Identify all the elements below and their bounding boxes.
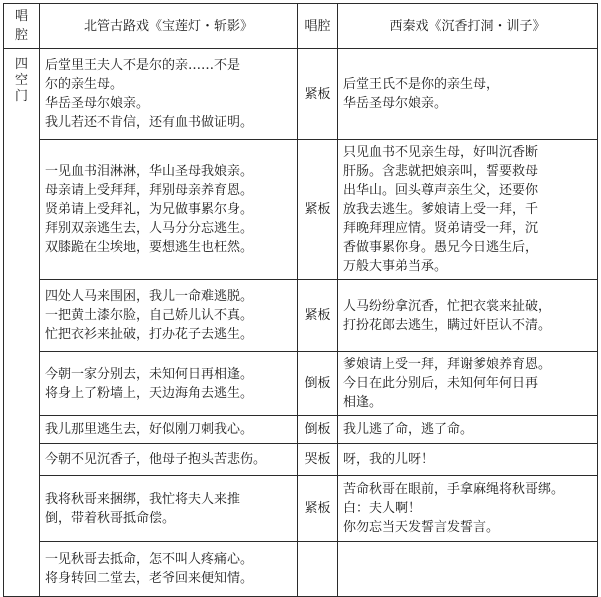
lyric-line: 肝肠。含悲就把娘亲叫，誓要救母 — [343, 164, 539, 179]
west-lyrics-cell — [338, 280, 598, 352]
lyric-line: 尔的亲生母。 — [45, 77, 124, 92]
lyric-line: 苦命秋哥在眼前，手拿麻绳将秋哥绑。 — [343, 482, 565, 497]
lyric-line: 万般大事弟当承。 — [343, 259, 448, 274]
tune-cell: 紧板 — [298, 49, 338, 140]
tune-cell: 紧板 — [298, 476, 338, 542]
lyric-line: 出华山。回头尊声亲生父，还要你 — [343, 183, 539, 198]
section-label: 四空门 — [14, 57, 28, 104]
lyric-line: 双膝跪在尘埃地，要想逃生也枉然。 — [45, 240, 254, 255]
table-row — [4, 352, 598, 416]
lyric-line: 放我去逃生。爹娘请上受一拜，千 — [343, 202, 539, 217]
lyric-line: 倒，带着秋哥抵命偿。 — [45, 510, 176, 526]
lyric-line: 相逢。 — [343, 395, 383, 410]
lyric-line: 人马纷纷拿沉香，忙把衣裳来扯破， — [343, 298, 552, 314]
lyric-line: 今日在此分别后，未知何年何日再 — [343, 376, 539, 391]
lyric-line: 白：夫人啊！ — [343, 501, 422, 516]
lyric-line: 我儿若还不肯信，还有血书做证明。 — [45, 115, 254, 130]
north-lyrics-cell — [40, 280, 298, 352]
lyric-line: 将身转回二堂去，老爷回来便知情。 — [45, 571, 254, 586]
table-row — [4, 416, 598, 444]
lyric-line: 呀，我的儿呀！ — [343, 452, 435, 467]
west-lyrics-cell — [338, 444, 598, 476]
tune-cell — [298, 542, 338, 597]
lyric-line: 一见血书泪淋淋，华山圣母我娘亲。 — [45, 164, 254, 179]
lyric-line: 香做事累你身。愚兄今日逃生后， — [343, 240, 539, 255]
header-tune: 唱腔 — [298, 4, 338, 49]
header-row — [4, 4, 598, 49]
header-section: 唱腔 — [4, 4, 40, 49]
lyric-line: 拜别双亲逃生去，人马分分忘逃生。 — [45, 221, 254, 236]
west-lyrics-cell — [338, 49, 598, 140]
table-row — [4, 542, 598, 597]
lyric-line: 母亲请上受拜拜，拜别母亲养育恩。 — [45, 183, 254, 198]
west-lyrics-cell — [338, 476, 598, 542]
lyric-line: 拜晚拜理应情。贤弟请受一拜，沉 — [343, 221, 539, 236]
north-lyrics-cell — [40, 49, 298, 140]
lyric-line: 将身上了粉墙上，天边海角去逃生。 — [45, 385, 254, 401]
comparison-table — [3, 3, 598, 597]
lyric-line: 打扮花郎去逃生，瞒过奸臣认不清。 — [343, 317, 552, 333]
section-cell — [4, 49, 40, 597]
header-north-opera: 北管古路戏《宝莲灯・斩影》 — [40, 4, 298, 49]
lyric-line: 你勿忘当天发誓言发誓言。 — [343, 520, 500, 535]
lyric-line: 华岳圣母尔娘亲。 — [343, 96, 448, 111]
lyric-line: 一把黄土漆尔脸，自己娇儿认不真。 — [45, 308, 254, 323]
west-lyrics-cell — [338, 352, 598, 416]
tune-cell: 倒板 — [298, 352, 338, 416]
lyric-line: 我儿那里逃生去，好似刚刀刺我心。 — [45, 422, 254, 437]
header-west-opera: 西秦戏《沉香打洞・训子》 — [338, 4, 598, 49]
north-lyrics-cell — [40, 352, 298, 416]
west-lyrics-cell — [338, 140, 598, 280]
lyric-line: 只见血书不见亲生母，好叫沉香断 — [343, 145, 539, 160]
tune-cell: 紧板 — [298, 280, 338, 352]
tune-cell: 哭板 — [298, 444, 338, 476]
north-lyrics-cell — [40, 444, 298, 476]
lyric-line: 一见秋哥去抵命，怎不叫人疼痛心。 — [45, 552, 254, 567]
tune-cell: 紧板 — [298, 140, 338, 280]
lyric-line: 贤弟请上受拜礼，为兄做事累尔身。 — [45, 202, 254, 217]
table-row — [4, 280, 598, 352]
tune-cell: 倒板 — [298, 416, 338, 444]
lyric-line: 今朝一家分别去，未知何日再相逢。 — [45, 366, 254, 382]
table-row — [4, 444, 598, 476]
table-row — [4, 140, 598, 280]
lyric-line: 后堂里王夫人不是尔的亲……不是 — [45, 58, 241, 73]
lyric-line: 今朝不见沉香子，他母子抱头苦悲伤。 — [45, 452, 267, 467]
lyric-line: 爹娘请上受一拜，拜谢爹娘养育恩。 — [343, 357, 552, 372]
table-row — [4, 476, 598, 542]
lyric-line: 忙把衣衫来扯破，打办花子去逃生。 — [45, 327, 254, 342]
west-lyrics-cell — [338, 542, 598, 597]
north-lyrics-cell — [40, 416, 298, 444]
lyric-line: 后堂王氏不是你的亲生母， — [343, 77, 500, 92]
table-row — [4, 49, 598, 140]
west-lyrics-cell — [338, 416, 598, 444]
lyric-line: 我将秋哥来捆绑，我忙将夫人来推 — [45, 491, 241, 507]
north-lyrics-cell — [40, 140, 298, 280]
north-lyrics-cell — [40, 542, 298, 597]
north-lyrics-cell — [40, 476, 298, 542]
lyric-line: 华岳圣母尔娘亲。 — [45, 96, 150, 111]
lyric-line: 我儿逃了命，逃了命。 — [343, 422, 474, 437]
lyric-line: 四处人马来围困，我儿一命难逃脱。 — [45, 289, 254, 304]
